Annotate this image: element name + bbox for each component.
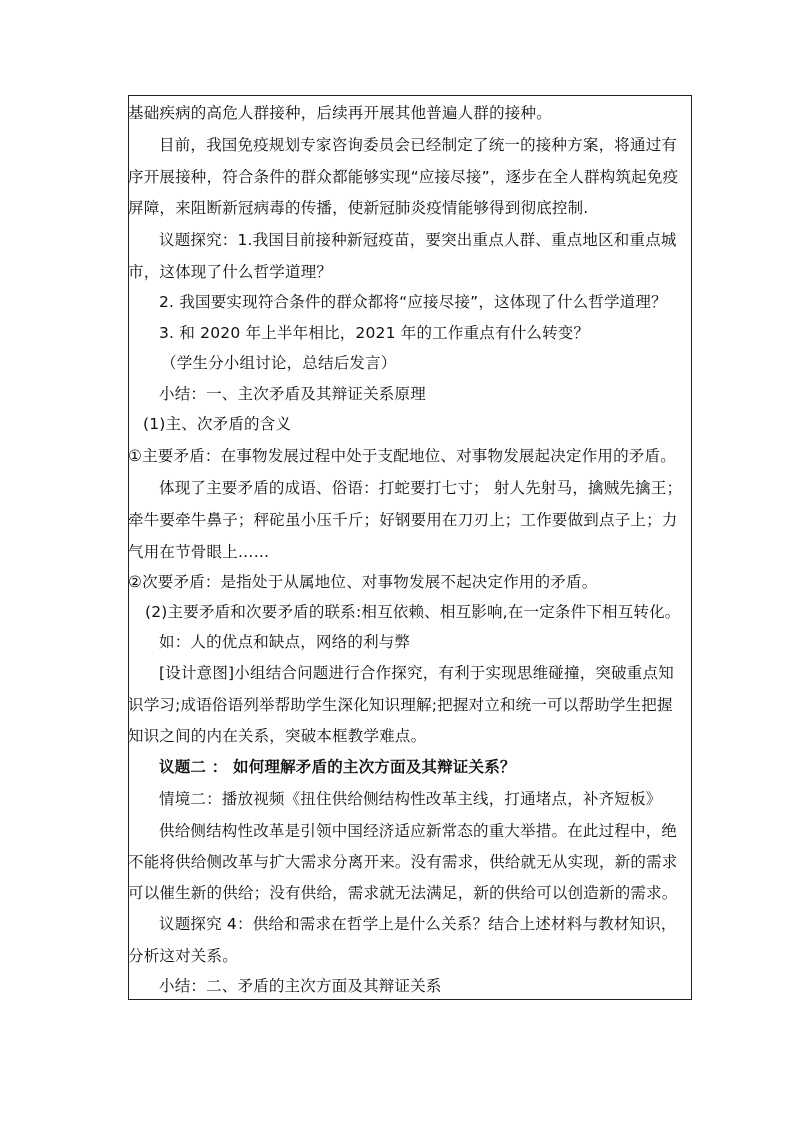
- text-line: 2. 我国要实现符合条件的群众都将“应接尽接”，这体现了什么哲学道理？: [159, 293, 667, 311]
- text-line: (2)主要矛盾和次要矛盾的联系:相互依赖、相互影响,在一定条件下相互转化。: [145, 603, 681, 621]
- text-line: 目前，我国免疫规划专家咨询委员会已经制定了统一的接种方案，将通过有: [159, 136, 678, 154]
- text-line: 小结：一、主次矛盾及其辩证关系原理: [159, 385, 426, 403]
- text-line: 气用在节骨眼上……: [128, 543, 270, 561]
- text-line: 牵牛要牵牛鼻子；秤砣虽小压千斤；好钢要用在刀刃上；工作要做到点子上；力: [128, 511, 678, 529]
- text-line: 情境二：播放视频《扭住供给侧结构性改革主线，打通堵点，补齐短板》: [159, 790, 662, 808]
- text-line: 小结：二、矛盾的主次方面及其辩证关系: [159, 977, 442, 995]
- text-line: (1)主、次矛盾的含义: [143, 415, 292, 433]
- text-line: 序开展接种，符合条件的群众都能够实现“应接尽接”，逐步在全人群构筑起免疫: [128, 168, 679, 186]
- text-line: 基础疾病的高危人群接种，后续再开展其他普遍人群的接种。: [128, 104, 552, 122]
- text-line: 市，这体现了什么哲学道理？: [128, 263, 333, 281]
- text-line: ②次要矛盾：是指处于从属地位、对事物发展不起决定作用的矛盾。: [128, 573, 598, 591]
- text-line: 3. 和 2020 年上半年相比，2021 年的工作重点有什么转变？: [159, 324, 590, 342]
- text-line: 议题探究 4：供给和需求在哲学上是什么关系？结合上述材料与教材知识，: [159, 915, 677, 933]
- text-line: [设计意图]小组结合问题进行合作探究，有利于实现思维碰撞，突破重点知: [159, 664, 674, 682]
- text-line: 识学习;成语俗语列举帮助学生深化知识理解;把握对立和统一可以帮助学生把握: [128, 696, 673, 714]
- text-line: 供给侧结构性改革是引领中国经济适应新常态的重大举措。在此过程中，绝: [159, 822, 678, 840]
- text-line: 屏障，来阻断新冠病毒的传播，使新冠肺炎疫情能够得到彻底控制.: [128, 199, 589, 217]
- text-line: 知识之间的内在关系，突破本框教学难点。: [128, 727, 427, 745]
- text-line: 可以催生新的供给；没有供给，需求就无法满足，新的供给可以创造新的需求。: [128, 884, 678, 902]
- text-line: 不能将供给侧改革与扩大需求分离开来。没有需求，供给就无从实现，新的需求: [128, 853, 678, 871]
- text-line: ①主要矛盾：在事物发展过程中处于支配地位、对事物发展起决定作用的矛盾。: [128, 447, 676, 465]
- text-line: 分析这对关系。: [128, 947, 238, 965]
- text-line: 如：人的优点和缺点，网络的利与弊: [159, 633, 411, 651]
- text-line: （学生分小组讨论，总结后发言）: [161, 354, 397, 372]
- text-line: 议题探究：1.我国目前接种新冠疫苗，要突出重点人群、重点地区和重点城: [159, 231, 677, 249]
- issue-two-heading: 议题二 ： 如何理解矛盾的主次方面及其辩证关系？: [159, 758, 516, 776]
- text-line: 体现了主要矛盾的成语、俗语：打蛇要打七寸； 射人先射马，擒贼先擒王；: [159, 479, 683, 497]
